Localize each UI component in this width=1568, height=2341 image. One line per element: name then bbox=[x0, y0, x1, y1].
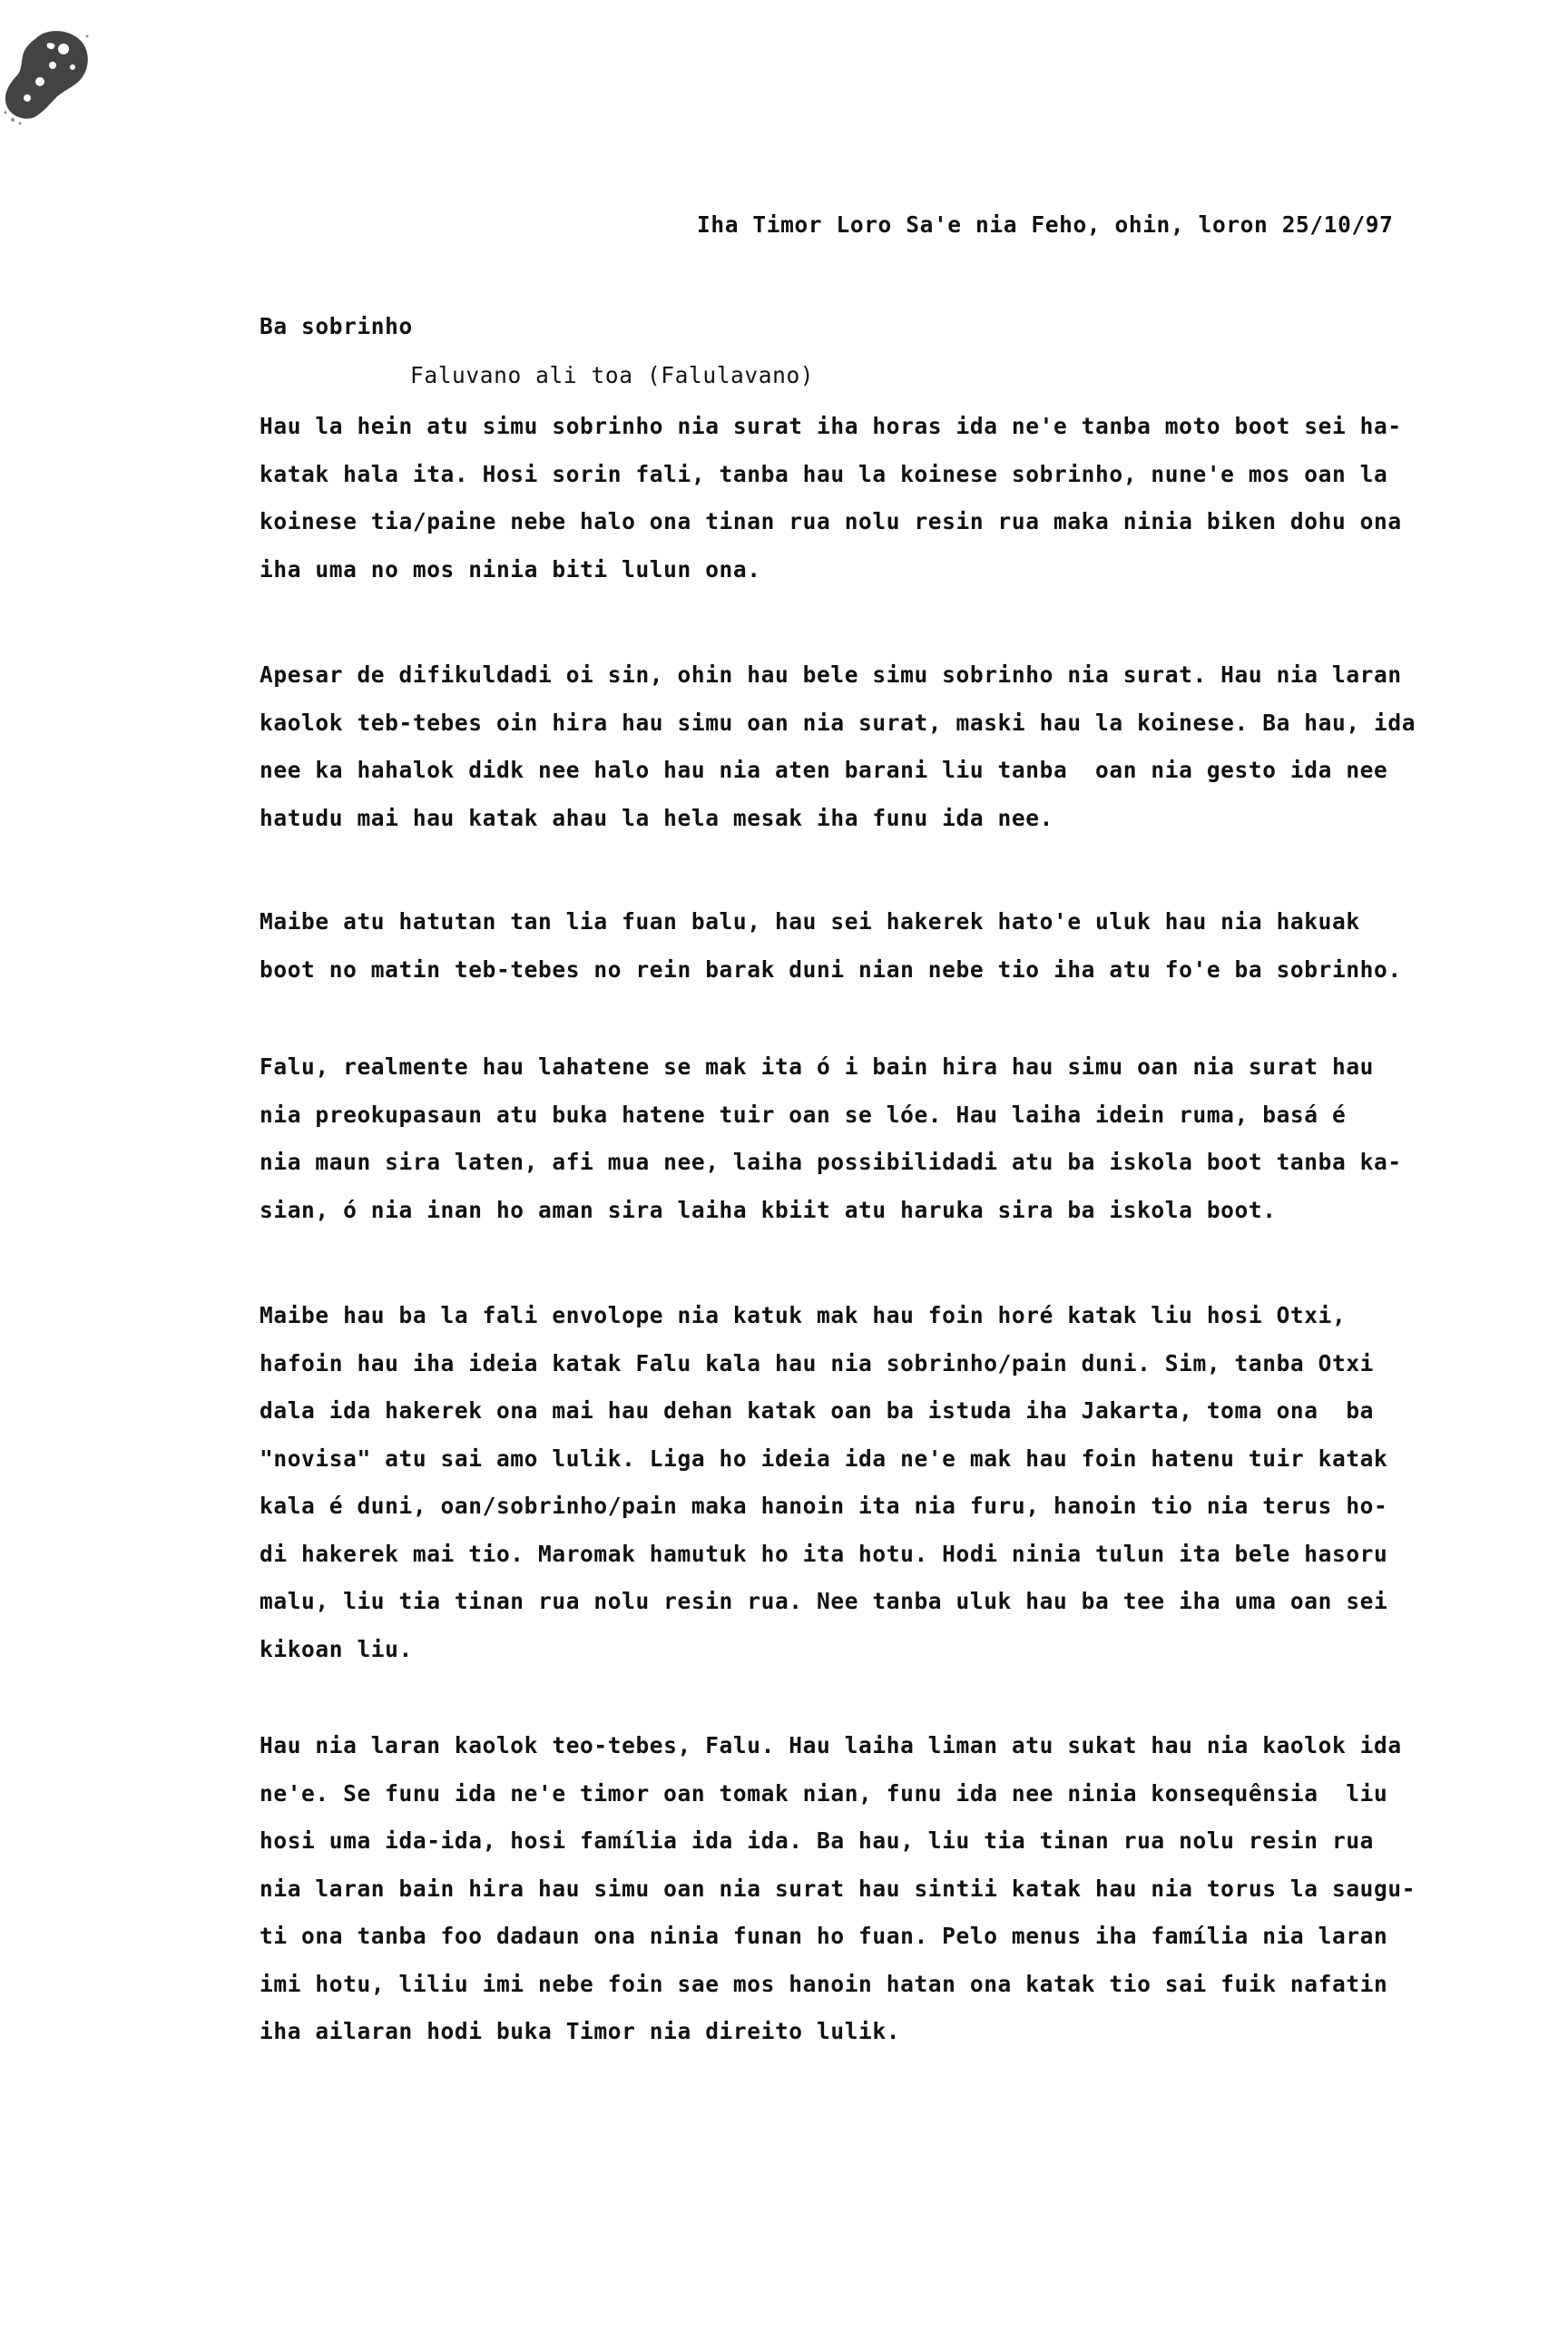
paragraph-line: koinese tia/paine nebe halo ona tinan rua nolu resin rua maka ninia biken dohu ona bbox=[260, 508, 1402, 534]
paragraph-line: "novisa" atu sai amo lulik. Liga ho ideia ida ne'e mak hau foin hatenu tuir katak bbox=[260, 1445, 1388, 1472]
paragraph-line: boot no matin teb-tebes no rein barak duni nian nebe tio iha atu fo'e ba sobrinho. bbox=[260, 955, 1402, 983]
paragraph-line: Falu, realmente hau lahatene se mak ita ó i bain hira hau simu oan nia surat hau bbox=[260, 1053, 1375, 1080]
paragraph-line: Hau nia laran kaolok teo-tebes, Falu. Hau laiha liman atu sukat hau nia kaolok ida bbox=[260, 1732, 1402, 1758]
place-date-line: Iha Timor Loro Sa'e nia Feho, ohin, loron 25/10/97 bbox=[697, 211, 1394, 238]
paragraph-line: Maibe atu hatutan tan lia fuan balu, hau sei hakerek hato'e uluk hau nia hakuak bbox=[260, 908, 1360, 935]
paragraph-line: di hakerek mai tio. Maromak hamutuk ho ita hotu. Hodi ninia tulun ita bele hasoru bbox=[260, 1540, 1388, 1567]
salutation: Ba sobrinho bbox=[260, 313, 413, 339]
paragraph-line: iha uma no mos ninia biti lulun ona. bbox=[260, 555, 761, 583]
stamp-mark-icon bbox=[0, 18, 100, 127]
paragraph-line: ti ona tanba foo dadaun ona ninia funan ho fuan. Pelo menus iha família nia laran bbox=[260, 1923, 1388, 1949]
paragraph-line: iha ailaran hodi buka Timor nia direito lulik. bbox=[260, 2018, 901, 2044]
paragraph-3 bbox=[260, 898, 1530, 994]
paragraph-line: kikoan liu. bbox=[260, 1635, 413, 1662]
paragraph-line: Hau la hein atu simu sobrinho nia surat iha horas ida ne'e tanba moto boot sei ha- bbox=[260, 413, 1402, 439]
paragraph-line: ne'e. Se funu ida ne'e timor oan tomak nian, funu ida nee ninia konsequênsia liu bbox=[260, 1779, 1388, 1807]
paragraph-1 bbox=[260, 403, 1530, 593]
paragraph-line: dala ida hakerek ona mai hau dehan katak oan ba istuda iha Jakarta, toma ona ba bbox=[260, 1397, 1375, 1424]
subject-line: Faluvano ali toa (Falulavano) bbox=[410, 362, 815, 388]
paragraph-5 bbox=[260, 1292, 1530, 1673]
paragraph-line: nee ka hahalok didk nee halo hau nia aten barani liu tanba oan nia gesto ida nee bbox=[260, 757, 1388, 783]
paragraph-line: imi hotu, liliu imi nebe foin sae mos hanoin hatan ona katak tio sai fuik nafatin bbox=[260, 1970, 1388, 1997]
paragraph-line: nia laran bain hira hau simu oan nia surat hau sintii katak hau nia torus la saugu- bbox=[260, 1875, 1416, 1902]
paragraph-line: Maibe hau ba la fali envolope nia katuk mak hau foin horé katak liu hosi Otxi, bbox=[260, 1302, 1347, 1328]
paragraph-line: kaolok teb-tebes oin hira hau simu oan nia surat, maski hau la koinese. Ba hau, ida bbox=[260, 709, 1416, 736]
paragraph-line: malu, liu tia tinan rua nolu resin rua. Nee tanba uluk hau ba tee iha uma oan sei bbox=[260, 1588, 1388, 1614]
paragraph-line: sian, ó nia inan ho aman sira laiha kbiit atu haruka sira ba iskola boot. bbox=[260, 1196, 1277, 1223]
paragraph-line: nia maun sira laten, afi mua nee, laiha possibilidadi atu ba iskola boot tanba ka- bbox=[260, 1149, 1402, 1175]
paragraph-line: kala é duni, oan/sobrinho/pain maka hanoin ita nia furu, hanoin tio nia terus ho- bbox=[260, 1493, 1388, 1519]
paragraph-line: Apesar de difikuldadi oi sin, ohin hau bele simu sobrinho nia surat. Hau nia laran bbox=[260, 661, 1402, 688]
paragraph-4 bbox=[260, 1043, 1530, 1234]
paragraph-2 bbox=[260, 651, 1530, 842]
paragraph-line: nia preokupasaun atu buka hatene tuir oan se lóe. Hau laiha idein ruma, basá é bbox=[260, 1101, 1347, 1128]
paragraph-line: hatudu mai hau katak ahau la hela mesak iha funu ida nee. bbox=[260, 804, 1054, 831]
paragraph-line: katak hala ita. Hosi sorin fali, tanba hau la koinese sobrinho, nune'e mos oan la bbox=[260, 460, 1388, 487]
paragraph-6 bbox=[260, 1722, 1530, 2056]
paragraph-line: hosi uma ida-ida, hosi família ida ida. Ba hau, liu tia tinan rua nolu resin rua bbox=[260, 1827, 1375, 1854]
paragraph-line: hafoin hau iha ideia katak Falu kala hau nia sobrinho/pain duni. Sim, tanba Otxi bbox=[260, 1349, 1375, 1376]
